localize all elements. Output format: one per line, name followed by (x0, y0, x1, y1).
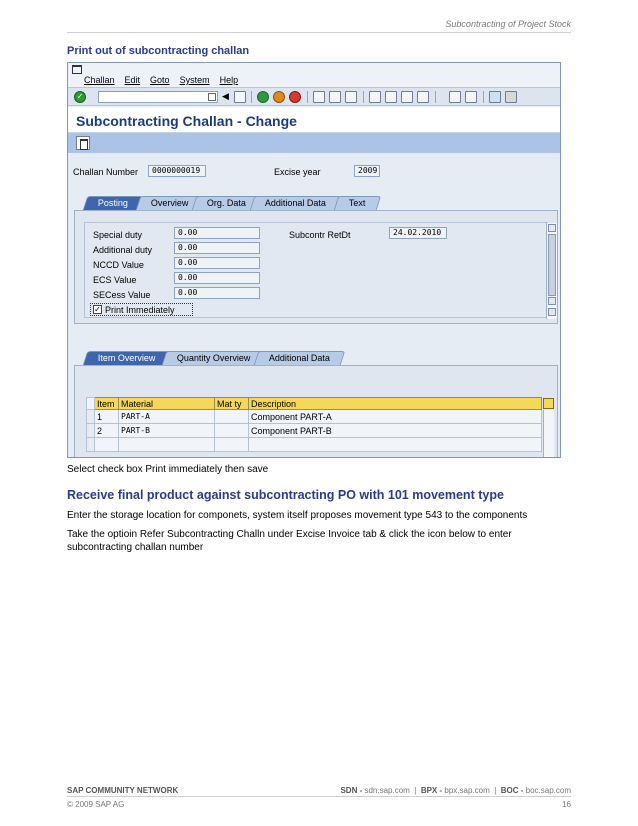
find-next-icon[interactable] (345, 91, 357, 103)
challan-number-label: Challan Number (73, 167, 139, 177)
toolbar-separator (483, 91, 484, 103)
menu-system[interactable]: System (179, 75, 210, 85)
exit-icon[interactable] (273, 91, 285, 103)
tab-overview[interactable]: Overview (136, 196, 204, 210)
scroll-down-icon[interactable] (548, 308, 556, 316)
table-row[interactable] (87, 424, 542, 438)
footer-community: SAP COMMUNITY NETWORK (67, 786, 179, 795)
cell-material[interactable]: PART-A (119, 410, 215, 424)
cell-description[interactable]: Component PART-A (249, 410, 542, 424)
previous-page-icon[interactable] (385, 91, 397, 103)
document-header-title: Subcontracting of Project Stock (445, 19, 571, 29)
shortcut-icon[interactable] (465, 91, 477, 103)
column-description[interactable]: Description (249, 398, 542, 410)
cell-item[interactable] (95, 438, 119, 452)
posting-scrollbar[interactable] (546, 223, 557, 319)
application-toolbar (68, 133, 560, 153)
layout-menu-icon[interactable] (505, 91, 517, 103)
secess-value-label: SECess Value (93, 290, 151, 300)
excise-year-field[interactable]: 2009 (354, 165, 380, 177)
ecs-value-label: ECS Value (93, 275, 137, 285)
scroll-up-icon[interactable] (548, 224, 556, 232)
special-duty-field[interactable]: 0.00 (174, 227, 260, 239)
cell-description[interactable] (249, 438, 542, 452)
row-selector[interactable] (87, 438, 95, 452)
challan-number-field[interactable]: 0000000019 (148, 165, 206, 177)
menu-help[interactable]: Help (219, 75, 239, 85)
section-title-print: Print out of subcontracting challan (67, 45, 250, 57)
first-page-icon[interactable] (369, 91, 381, 103)
footer-rule (67, 796, 571, 797)
column-material[interactable]: Material (119, 398, 215, 410)
cell-description[interactable]: Component PART-B (249, 424, 542, 438)
cell-item[interactable]: 1 (95, 410, 119, 424)
tab-org-data[interactable]: Org. Data (192, 196, 262, 210)
footer-separator: | (494, 786, 497, 795)
last-page-icon[interactable] (417, 91, 429, 103)
toolbar-separator (435, 91, 436, 103)
table-header-row (87, 398, 542, 410)
screen-title-bar (68, 107, 560, 133)
subcontr-retdt-field[interactable]: 24.02.2010 (389, 227, 447, 239)
print-immediately-checkbox[interactable]: ✓ (94, 305, 101, 314)
footer-boc-link[interactable]: boc.sap.com (525, 786, 571, 795)
toolbar-separator (363, 91, 364, 103)
scroll-thumb[interactable] (548, 234, 556, 296)
help-icon[interactable] (489, 91, 501, 103)
page-number: 16 (562, 800, 571, 809)
footer-bpx-link[interactable]: bpx.sap.com (444, 786, 490, 795)
footer-boc-label: BOC - (500, 786, 524, 795)
cell-mat-type[interactable] (215, 424, 249, 438)
table-settings-icon[interactable] (543, 398, 554, 409)
column-item[interactable]: Item (95, 398, 119, 410)
tab-text[interactable]: Text (334, 196, 381, 210)
command-field[interactable] (98, 91, 218, 103)
tab-item-additional-data[interactable]: Additional Data (254, 351, 346, 365)
screen-title: Subcontracting Challan - Change (76, 113, 297, 129)
tab-item-overview[interactable]: Item Overview (83, 351, 171, 365)
cell-item[interactable]: 2 (95, 424, 119, 438)
nccd-value-label: NCCD Value (93, 260, 144, 270)
system-menu-icon[interactable] (72, 65, 82, 74)
caption-select-print: Select check box Print immediately then save (67, 464, 269, 475)
additional-duty-field[interactable]: 0.00 (174, 242, 260, 254)
print-icon[interactable] (313, 91, 325, 103)
sap-screen (67, 62, 561, 458)
print-immediately-label: Print Immediately (105, 305, 175, 315)
item-table (86, 397, 542, 452)
menu-goto[interactable]: Goto (150, 75, 170, 85)
row-selector[interactable] (87, 424, 95, 438)
footer-links (340, 786, 571, 795)
tab-quantity-overview[interactable]: Quantity Overview (162, 351, 266, 365)
command-history-icon[interactable] (208, 93, 216, 101)
cell-mat-type[interactable] (215, 438, 249, 452)
row-selector-header[interactable] (87, 398, 95, 410)
footer-bpx-label: BPX - (420, 786, 443, 795)
tab-additional-data[interactable]: Additional Data (250, 196, 342, 210)
back-icon[interactable] (257, 91, 269, 103)
table-row[interactable] (87, 438, 542, 452)
ecs-value-field[interactable]: 0.00 (174, 272, 260, 284)
header-rule (67, 32, 571, 33)
menu-edit[interactable]: Edit (124, 75, 141, 85)
menu-challan[interactable]: Challan (84, 75, 115, 85)
nccd-value-field[interactable]: 0.00 (174, 257, 260, 269)
toolbar-separator (251, 91, 252, 103)
find-icon[interactable] (329, 91, 341, 103)
footer-separator: | (414, 786, 417, 795)
standard-toolbar (68, 87, 560, 106)
table-row[interactable] (87, 410, 542, 424)
next-page-icon[interactable] (401, 91, 413, 103)
excise-year-label: Excise year (274, 167, 321, 177)
table-scrollbar[interactable] (543, 410, 554, 458)
row-selector[interactable] (87, 410, 95, 424)
delete-icon[interactable] (76, 136, 90, 150)
footer-sdn-label: SDN - (340, 786, 363, 795)
cell-material[interactable]: PART-B (119, 424, 215, 438)
footer-sdn-link[interactable]: sdn.sap.com (364, 786, 410, 795)
column-mat-type[interactable]: Mat ty (215, 398, 249, 410)
cell-material[interactable] (119, 438, 215, 452)
section-title-receive: Receive final product against subcontracting PO with 101 movement type (67, 488, 504, 502)
subcontr-retdt-label: Subcontr RetDt (289, 230, 351, 240)
back-arrow-small-icon[interactable]: ◀ (222, 91, 229, 101)
scroll-up-icon[interactable] (548, 297, 556, 305)
additional-duty-label: Additional duty (93, 245, 153, 255)
save-icon[interactable] (234, 91, 246, 103)
footer-copyright: © 2009 SAP AG (67, 800, 125, 809)
cancel-icon[interactable] (289, 91, 301, 103)
menu-bar (68, 63, 560, 87)
enter-check-icon[interactable]: ✓ (74, 91, 86, 103)
cell-mat-type[interactable] (215, 410, 249, 424)
paragraph-storage-location: Enter the storage location for componets, system itself proposes movement type 543 to the components (67, 510, 528, 521)
toolbar-separator (307, 91, 308, 103)
new-session-icon[interactable] (449, 91, 461, 103)
secess-value-field[interactable]: 0.00 (174, 287, 260, 299)
special-duty-label: Special duty (93, 230, 143, 240)
paragraph-refer-challan: Take the optioin Refer Subcontracting Challn under Excise Invoice tab & click the icon below to enter subcontracting challan number (67, 529, 512, 553)
tab-posting[interactable]: Posting (83, 196, 144, 210)
